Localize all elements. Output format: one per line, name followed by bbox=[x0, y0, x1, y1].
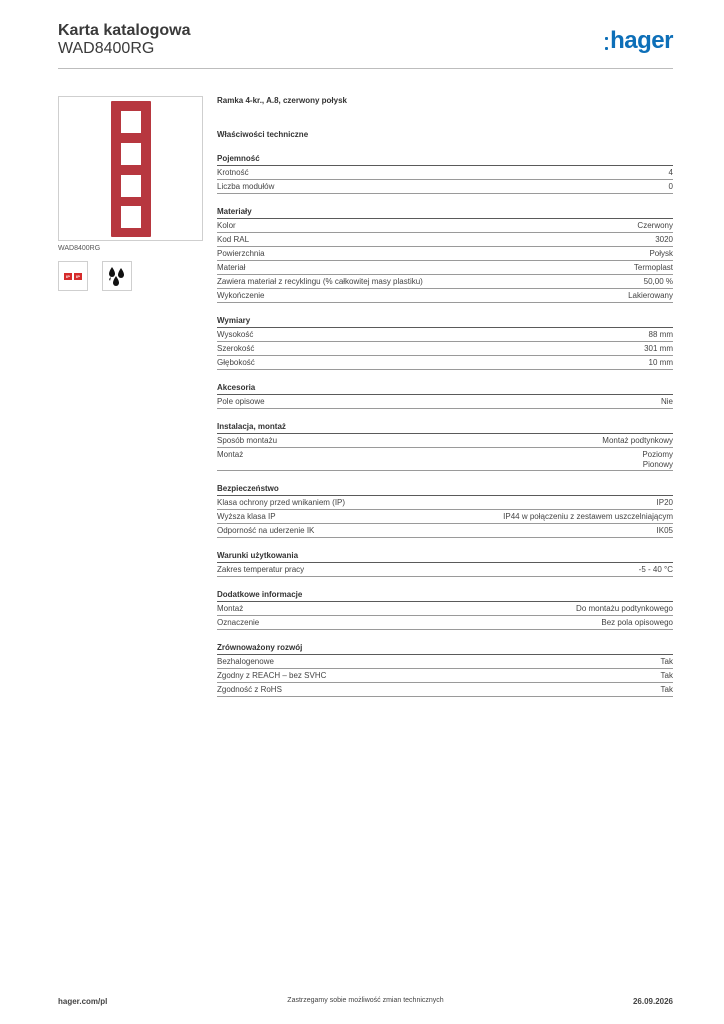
ip-rating-icon bbox=[58, 261, 88, 291]
product-description: Ramka 4-kr., A.8, czerwony połysk bbox=[217, 96, 347, 105]
spec-row bbox=[217, 233, 673, 247]
spec-row bbox=[217, 180, 673, 194]
spec-row bbox=[217, 356, 673, 370]
spec-row bbox=[217, 289, 673, 303]
spec-label: Materiał bbox=[217, 263, 246, 272]
spec-section bbox=[217, 550, 673, 577]
spec-value: Tak bbox=[660, 657, 673, 666]
logo-text: hager bbox=[610, 27, 673, 54]
spec-row bbox=[217, 434, 673, 448]
footer-date: 26.09.2026 bbox=[632, 997, 673, 1006]
document-title: Karta katalogowa bbox=[58, 22, 191, 39]
spec-row bbox=[217, 261, 673, 275]
spec-value: Do montażu podtynkowego bbox=[576, 604, 673, 613]
spec-value: 10 mm bbox=[648, 358, 673, 367]
footer-notice: Zastrzegamy sobie możliwość zmian technicznych bbox=[287, 997, 444, 1004]
spec-label: Krotność bbox=[217, 168, 249, 177]
spec-section bbox=[217, 483, 673, 538]
spec-section bbox=[217, 315, 673, 370]
spec-label: Głębokość bbox=[217, 358, 255, 367]
section-title: Wymiary bbox=[217, 315, 673, 328]
spec-row bbox=[217, 655, 673, 669]
spec-label: Bezhalogenowe bbox=[217, 657, 274, 666]
spec-section bbox=[217, 153, 673, 194]
spec-row bbox=[217, 328, 673, 342]
spec-row bbox=[217, 448, 673, 471]
spec-label: Pole opisowe bbox=[217, 397, 265, 406]
spec-value: -5 - 40 °C bbox=[638, 565, 673, 574]
spec-label: Oznaczenie bbox=[217, 618, 260, 627]
spec-value: 0 bbox=[668, 182, 673, 191]
spec-label: Montaż bbox=[217, 450, 244, 459]
spec-value: Montaż podtynkowy bbox=[602, 436, 673, 445]
frame-4-gang-image bbox=[111, 101, 151, 237]
spec-label: Liczba modułów bbox=[217, 182, 275, 191]
spec-section bbox=[217, 642, 673, 697]
spec-row bbox=[217, 496, 673, 510]
section-title: Pojemność bbox=[217, 153, 673, 166]
spec-row bbox=[217, 669, 673, 683]
spec-row bbox=[217, 342, 673, 356]
section-title: Bezpieczeństwo bbox=[217, 483, 673, 496]
spec-value: Lakierowany bbox=[628, 291, 673, 300]
spec-label: Sposób montażu bbox=[217, 436, 278, 445]
spec-value: Czerwony bbox=[637, 221, 673, 230]
section-title: Dodatkowe informacje bbox=[217, 589, 673, 602]
spec-value: 301 mm bbox=[644, 344, 673, 353]
spec-sections bbox=[217, 153, 673, 697]
section-title: Warunki użytkowania bbox=[217, 550, 673, 563]
spec-value: Nie bbox=[660, 397, 673, 406]
product-details bbox=[217, 96, 673, 697]
spec-label: Odporność na uderzenie IK bbox=[217, 526, 315, 535]
spec-label: Zgodność z RoHS bbox=[217, 685, 282, 694]
spec-value: Poziomy Pionowy bbox=[642, 450, 673, 469]
spec-section bbox=[217, 421, 673, 471]
image-caption: WAD8400RG bbox=[58, 245, 101, 252]
spec-section bbox=[217, 206, 673, 303]
spec-value: Tak bbox=[660, 685, 673, 694]
spec-value: Termoplast bbox=[633, 263, 673, 272]
spec-label: Kolor bbox=[217, 221, 236, 230]
spec-label: Klasa ochrony przed wnikaniem (IP) bbox=[217, 498, 346, 507]
spec-section bbox=[217, 589, 673, 630]
section-title: Materiały bbox=[217, 206, 673, 219]
spec-label: Montaż bbox=[217, 604, 244, 613]
spec-row bbox=[217, 563, 673, 577]
spec-row bbox=[217, 166, 673, 180]
spec-row bbox=[217, 683, 673, 697]
spec-label: Wykończenie bbox=[217, 291, 265, 300]
spec-value: Połysk bbox=[649, 249, 673, 258]
spec-label: Szerokość bbox=[217, 344, 255, 353]
badge-list bbox=[58, 261, 203, 291]
water-drops-icon bbox=[102, 261, 132, 291]
spec-row bbox=[217, 602, 673, 616]
spec-label: Zgodny z REACH – bez SVHC bbox=[217, 671, 327, 680]
spec-label: Zawiera materiał z recyklingu (% całkowitej masy plastiku) bbox=[217, 277, 423, 286]
spec-row bbox=[217, 524, 673, 538]
page-header bbox=[58, 20, 673, 69]
section-title: Instalacja, montaż bbox=[217, 421, 673, 434]
spec-value: Tak bbox=[660, 671, 673, 680]
spec-label: Wyższa klasa IP bbox=[217, 512, 276, 521]
spec-section bbox=[217, 382, 673, 409]
spec-value: 3020 bbox=[655, 235, 673, 244]
spec-row bbox=[217, 275, 673, 289]
spec-row bbox=[217, 616, 673, 630]
spec-value: IK05 bbox=[656, 526, 673, 535]
spec-value: IP44 w połączeniu z zestawem uszczelniającym bbox=[503, 512, 673, 521]
spec-value: 50,00 % bbox=[643, 277, 673, 286]
section-title: Zrównoważony rozwój bbox=[217, 642, 673, 655]
ip-label: IP bbox=[64, 273, 72, 280]
product-sidebar bbox=[58, 96, 203, 291]
spec-label: Powierzchnia bbox=[217, 249, 265, 258]
spec-value: IP20 bbox=[656, 498, 673, 507]
spec-row bbox=[217, 510, 673, 524]
ip-label: IP bbox=[74, 273, 82, 280]
section-title: Akcesoria bbox=[217, 382, 673, 395]
spec-row bbox=[217, 247, 673, 261]
technical-properties-title: Właściwości techniczne bbox=[217, 130, 309, 139]
spec-label: Kod RAL bbox=[217, 235, 250, 244]
spec-label: Wysokość bbox=[217, 330, 254, 339]
spec-value: 4 bbox=[668, 168, 673, 177]
product-code: WAD8400RG bbox=[58, 40, 155, 57]
hager-logo bbox=[605, 28, 673, 54]
spec-row bbox=[217, 219, 673, 233]
spec-value: Bez pola opisowego bbox=[601, 618, 673, 627]
spec-row bbox=[217, 395, 673, 409]
product-image bbox=[58, 96, 203, 241]
footer-website: hager.com/pl bbox=[58, 997, 108, 1006]
logo-dots-icon bbox=[605, 37, 608, 50]
spec-label: Zakres temperatur pracy bbox=[217, 565, 305, 574]
spec-value: 88 mm bbox=[648, 330, 673, 339]
